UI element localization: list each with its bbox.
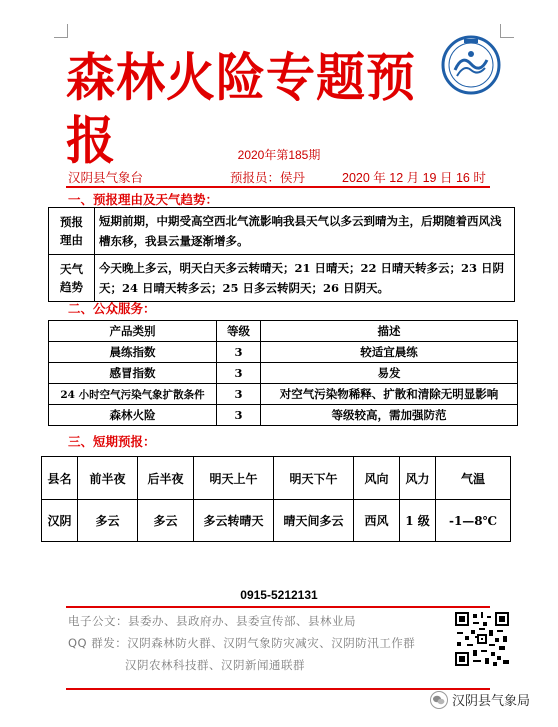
reason-table: [48, 207, 515, 302]
table-header-row: 产品类别 等级 描述: [49, 321, 518, 342]
section-heading-forecast: 三、短期预报：: [68, 434, 156, 449]
watermark-text: 汉阴县气象局: [452, 694, 531, 709]
table-row: [49, 255, 515, 302]
bottom-divider: [66, 688, 490, 690]
section-heading-service: 二、公众服务：: [68, 301, 156, 316]
forecast-table: [41, 456, 511, 542]
footer-divider: [66, 606, 490, 608]
distribution-line: 电子公文：县委办、县政府办、县委宣传部、县林业局: [68, 614, 356, 628]
distribution-line: 汉阴农林科技群、汉阴新闻通联群: [125, 658, 305, 672]
service-table: [48, 320, 518, 426]
row-text: 短期前期，中期受高空西北气流影响我县天气以多云到晴为主，后期随着西风浅槽东移，我县云量逐渐增多。: [95, 208, 515, 255]
qr-code-icon: [455, 612, 509, 666]
row-label: 天气 趋势: [49, 255, 95, 302]
table-row: 汉阴 多云 多云 多云转晴天 晴天间多云 西风 1 级 -1—8℃: [42, 500, 511, 542]
row-label: 预报 理由: [49, 208, 95, 255]
forecaster: 预报员：侯丹: [230, 171, 306, 185]
table-header-row: 县名 前半夜 后半夜 明天上午 明天下午 风向 风力 气温: [42, 457, 511, 500]
contact-phone: 0915-5212131: [240, 588, 318, 602]
wechat-icon: [430, 691, 448, 709]
table-row: [49, 208, 515, 255]
table-row: 感冒指数 3 易发: [49, 363, 518, 384]
station-name: 汉阴县气象台: [68, 171, 144, 185]
table-row: 24 小时空气污染气象扩散条件 3 对空气污染物稀释、扩散和清除无明显影响: [49, 384, 518, 405]
crop-mark-left: [54, 24, 68, 38]
table-row: 森林火险 3 等级较高，需加强防范: [49, 405, 518, 426]
account-watermark: [430, 690, 530, 709]
crop-mark-right: [500, 24, 514, 38]
table-row: 晨练指数 3 较适宜晨练: [49, 342, 518, 363]
page-title: 森林火险专题预报: [66, 48, 417, 171]
distribution-line: QQ 群发：汉阴森林防火群、汉阴气象防灾减灾、汉阴防汛工作群: [68, 636, 416, 650]
issue-number: 2020年第185期: [237, 148, 321, 162]
section-heading-reason: 一、预报理由及天气趋势：: [68, 192, 219, 207]
row-text: 今天晚上多云，明天白天多云转晴天；21 日晴天；22 日晴天转多云；23 日阴天；24 日晴天转多云；25 日多云转阴天；26 日阴天。: [95, 255, 515, 302]
meteorological-logo-icon: [440, 34, 502, 96]
header-divider: [66, 186, 490, 188]
issued-time: 2020 年 12 月 19 日 16 时: [342, 171, 486, 185]
